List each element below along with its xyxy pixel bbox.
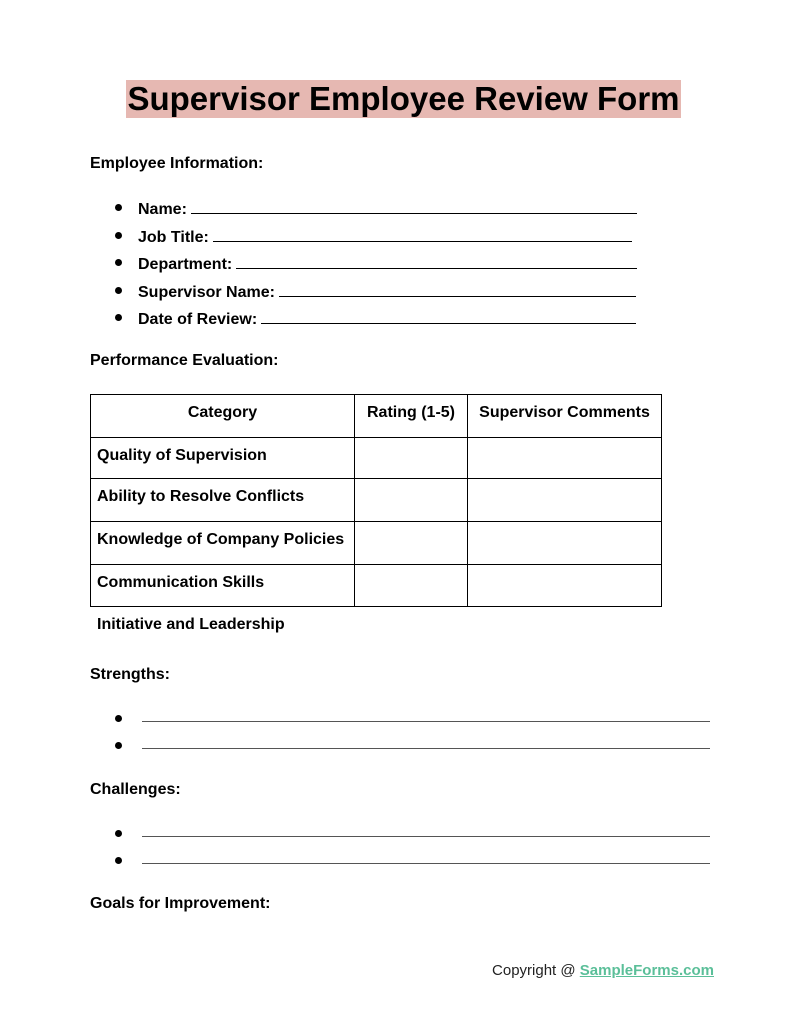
- column-header-comments: Supervisor Comments: [468, 395, 662, 438]
- sampleforms-link[interactable]: SampleForms.com: [579, 962, 714, 979]
- field-date-of-review-blank[interactable]: [261, 307, 636, 324]
- field-supervisor-name-blank[interactable]: [279, 280, 636, 297]
- field-name-blank[interactable]: [191, 197, 637, 214]
- field-name[interactable]: [90, 197, 637, 225]
- performance-heading: Performance Evaluation:: [90, 352, 279, 369]
- comments-cell[interactable]: [468, 479, 662, 522]
- field-department[interactable]: [90, 252, 637, 280]
- strengths-heading: Strengths:: [90, 666, 170, 683]
- blank-line[interactable]: [142, 836, 710, 837]
- category-initiative-leadership: Initiative and Leadership: [97, 616, 285, 633]
- bullet-dot: [115, 857, 122, 864]
- field-job-title-label: Job Title:: [138, 228, 209, 246]
- category-cell: Knowledge of Company Policies: [91, 522, 355, 565]
- title-wrap: [0, 80, 807, 118]
- comments-cell[interactable]: [468, 565, 662, 607]
- table-row: [91, 479, 662, 522]
- challenges-heading: Challenges:: [90, 781, 181, 798]
- table-row: [91, 438, 662, 479]
- performance-table: [90, 394, 662, 607]
- table-row: [91, 522, 662, 565]
- blank-line[interactable]: [142, 748, 710, 749]
- field-date-of-review[interactable]: [90, 307, 637, 335]
- column-header-category: Category: [91, 395, 355, 438]
- category-cell: Ability to Resolve Conflicts: [91, 479, 355, 522]
- category-cell: Quality of Supervision: [91, 438, 355, 479]
- field-supervisor-name-label: Supervisor Name:: [138, 283, 275, 301]
- goals-heading: Goals for Improvement:: [90, 895, 271, 912]
- blank-line[interactable]: [142, 721, 710, 722]
- field-supervisor-name[interactable]: [90, 280, 637, 308]
- field-department-label: Department:: [138, 256, 233, 273]
- bullet-dot: [115, 715, 122, 722]
- field-department-blank[interactable]: [236, 252, 637, 269]
- rating-cell[interactable]: [355, 565, 468, 607]
- bullet-dot: [115, 742, 122, 749]
- employee-info-heading: Employee Information:: [90, 155, 264, 172]
- copyright-prefix: Copyright @: [492, 962, 580, 979]
- rating-cell[interactable]: [355, 438, 468, 479]
- field-job-title-blank[interactable]: [213, 225, 632, 242]
- category-cell: Communication Skills: [91, 565, 355, 607]
- rating-cell[interactable]: [355, 522, 468, 565]
- field-name-label: Name:: [138, 201, 187, 218]
- comments-cell[interactable]: [468, 438, 662, 479]
- page-title: Supervisor Employee Review Form: [127, 80, 680, 117]
- bullet-dot: [115, 830, 122, 837]
- column-header-rating: Rating (1-5): [355, 395, 468, 438]
- field-date-of-review-label: Date of Review:: [138, 311, 258, 328]
- employee-info-list: [90, 197, 637, 335]
- copyright-footer: [492, 961, 714, 981]
- comments-cell[interactable]: [468, 522, 662, 565]
- blank-line[interactable]: [142, 863, 710, 864]
- rating-cell[interactable]: [355, 479, 468, 522]
- field-job-title[interactable]: [90, 225, 637, 253]
- table-header-row: [91, 395, 662, 438]
- table-row: [91, 565, 662, 607]
